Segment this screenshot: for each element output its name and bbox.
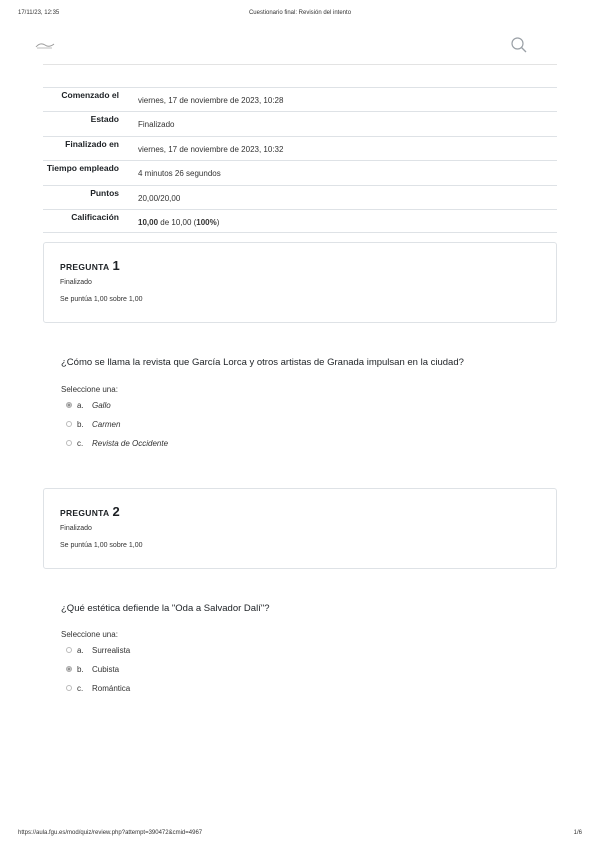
- summary-value: viernes, 17 de noviembre de 2023, 10:28: [138, 96, 284, 105]
- select-prompt-2: Seleccione una:: [61, 630, 118, 639]
- question-text-1: ¿Cómo se llama la revista que García Lorca y otros artistas de Granada impulsan en la ciudad?: [61, 357, 464, 368]
- summary-value: Finalizado: [138, 120, 175, 130]
- radio-icon[interactable]: [66, 421, 72, 427]
- radio-selected-icon[interactable]: [66, 666, 72, 672]
- summary-value: [138, 218, 219, 227]
- option-letter: c.: [77, 439, 84, 448]
- summary-label: Comenzado el: [61, 90, 119, 100]
- option-text: Revista de Occidente: [92, 439, 169, 448]
- option-letter: a.: [77, 401, 84, 410]
- search-icon[interactable]: [510, 36, 528, 54]
- header-divider: [43, 64, 557, 65]
- question-info-box-1: [43, 242, 557, 323]
- option-text: Romántica: [92, 684, 131, 693]
- option-letter: b.: [77, 420, 84, 429]
- question-number: [60, 257, 120, 275]
- attempt-summary-table: [43, 87, 557, 233]
- answer-option[interactable]: [66, 665, 119, 677]
- answer-option[interactable]: [66, 420, 120, 432]
- print-footer-url: https://aula.fgu.es/mod/quiz/review.php?attempt=390472&cmid=4967: [18, 830, 203, 836]
- grade-end: ): [216, 217, 220, 227]
- question-grade: Se puntúa 1,00 sobre 1,00: [60, 542, 143, 549]
- print-footer-page: 1/6: [573, 830, 582, 836]
- question-text-2: ¿Qué estética defiende la "Oda a Salvador Dalí"?: [61, 603, 270, 614]
- option-text: Gallo: [92, 401, 111, 410]
- summary-label: Tiempo empleado: [46, 163, 119, 174]
- summary-value: 4 minutos 26 segundos: [138, 169, 221, 179]
- summary-value: viernes, 17 de noviembre de 2023, 10:32: [138, 144, 284, 154]
- answer-option[interactable]: [66, 684, 130, 696]
- print-header-datetime: 17/11/23, 12:35: [18, 10, 60, 16]
- question-number: [60, 503, 120, 521]
- radio-icon[interactable]: [66, 685, 72, 691]
- radio-selected-icon[interactable]: [66, 402, 72, 408]
- option-letter: a.: [77, 646, 84, 655]
- question-state: Finalizado: [60, 525, 92, 532]
- question-number-value: 2: [112, 504, 120, 519]
- summary-label: Calificación: [71, 211, 119, 222]
- question-info-box-2: [43, 488, 557, 569]
- answer-option[interactable]: [66, 401, 111, 413]
- summary-row-estado: [43, 111, 557, 135]
- summary-row-tiempo: [43, 160, 557, 184]
- option-text: Cubista: [92, 665, 120, 674]
- option-text: Surrealista: [92, 646, 131, 655]
- question-label: PREGUNTA: [60, 508, 110, 518]
- summary-row-puntos: [43, 185, 557, 209]
- question-state: Finalizado: [60, 279, 92, 286]
- question-number-value: 1: [112, 258, 120, 273]
- question-grade: Se puntúa 1,00 sobre 1,00: [60, 296, 143, 303]
- summary-row-calificacion: [43, 209, 557, 233]
- summary-label: Finalizado en: [65, 138, 119, 149]
- question-label: PREGUNTA: [60, 262, 110, 272]
- select-prompt-1: Seleccione una:: [61, 385, 118, 394]
- grade-percent: 100%: [196, 217, 217, 227]
- grade-middle: de 10,00 (: [158, 217, 197, 227]
- grade-score: 10,00: [138, 217, 159, 227]
- print-header-title: Cuestionario final: Revisión del intento: [248, 10, 352, 16]
- summary-label: Puntos: [90, 187, 119, 198]
- radio-icon[interactable]: [66, 440, 72, 446]
- radio-icon[interactable]: [66, 647, 72, 653]
- option-letter: c.: [77, 684, 84, 693]
- option-text: Carmen: [92, 420, 121, 429]
- answer-option[interactable]: [66, 439, 168, 451]
- summary-label: Estado: [90, 114, 119, 125]
- summary-row-finalizado: [43, 136, 557, 160]
- option-letter: b.: [77, 665, 84, 674]
- summary-row-comenzado: [43, 87, 557, 111]
- site-logo[interactable]: [34, 40, 56, 50]
- summary-value: 20,00/20,00: [138, 193, 181, 203]
- answer-option[interactable]: [66, 646, 130, 658]
